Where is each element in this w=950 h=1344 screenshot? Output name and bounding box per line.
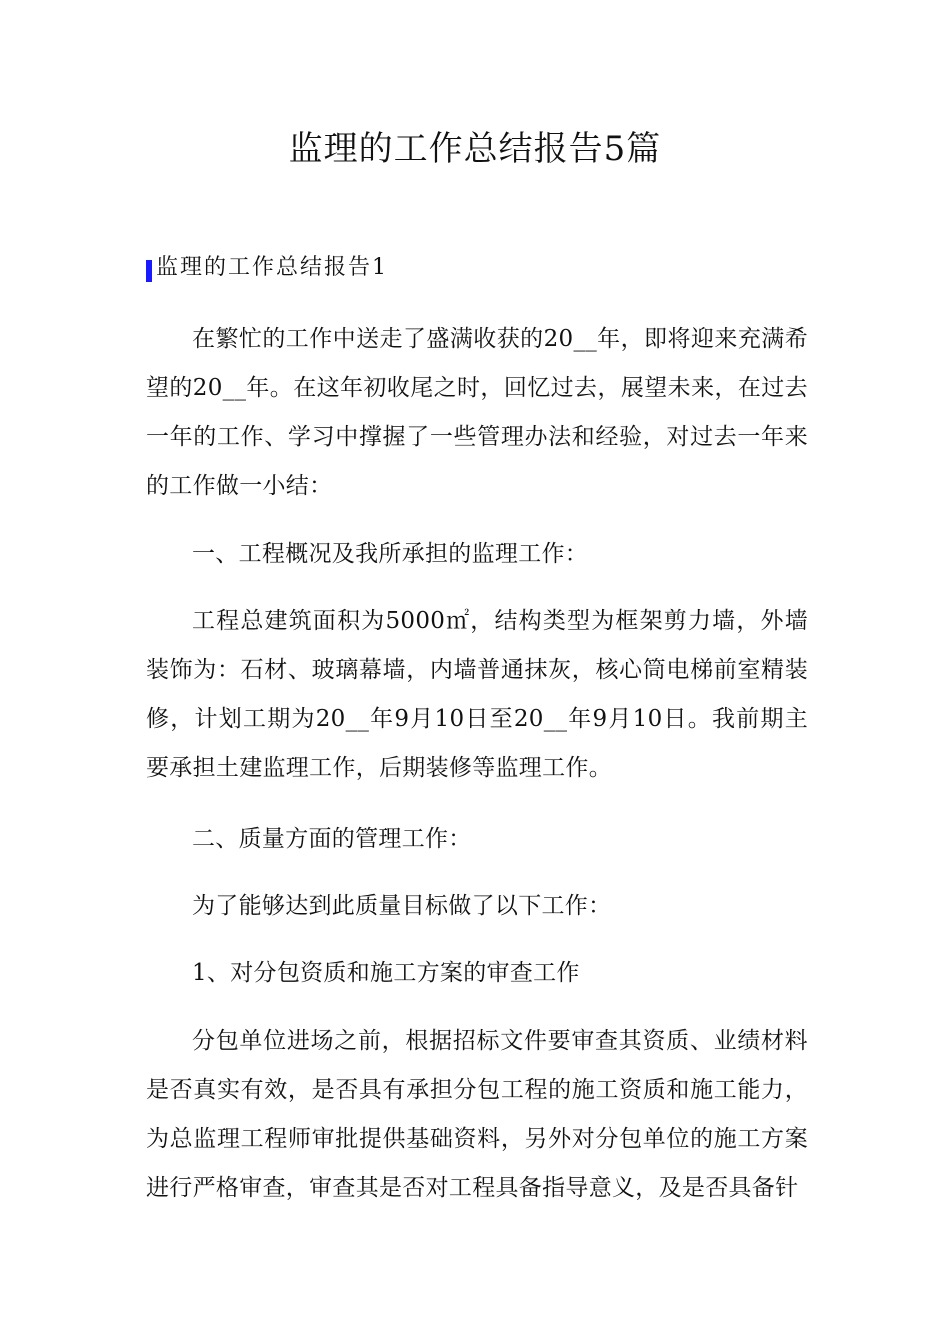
document-title: 监理的工作总结报告5篇 xyxy=(288,129,662,169)
heading-marker xyxy=(146,260,152,282)
paragraph-section-one-heading: 一、工程概况及我所承担的监理工作： xyxy=(192,541,589,567)
paragraph-quality-goal: 为了能够达到此质量目标做了以下工作： xyxy=(192,893,612,919)
paragraph-subsection-one: 1、对分包资质和施工方案的审查工作 xyxy=(192,960,580,986)
paragraph-intro: 在繁忙的工作中送走了盛满收获的20__年，即将迎来充满希望的20__年。在这年初收尾之时，回忆过去，展望未来，在过去一年的工作、学习中撑握了一些管理办法和经验，对过去一年来的工作做一小结： xyxy=(146,326,808,499)
paragraph-section-two-heading: 二、质量方面的管理工作： xyxy=(192,826,472,852)
paragraph-subcontract-review: 分包单位进场之前，根据招标文件要审查其资质、业绩材料是否真实有效，是否具有承担分包工程的施工资质和施工能力，为总监理工程师审批提供基础资料，另外对分包单位的施工方案进行严格审查，审查其是否对工程具备指导意义，及是否具备针 xyxy=(146,1028,808,1201)
paragraph-project-overview: 工程总建筑面积为5000㎡，结构类型为框架剪力墙，外墙装饰为：石材、玻璃幕墙，内墙普通抹灰，核心筒电梯前室精装修，计划工期为20__年9月10日至20__年9月10日。我前期主要承担土建监理工作，后期装修等监理工作。 xyxy=(146,608,808,781)
section-heading: 监理的工作总结报告1 xyxy=(156,255,388,280)
